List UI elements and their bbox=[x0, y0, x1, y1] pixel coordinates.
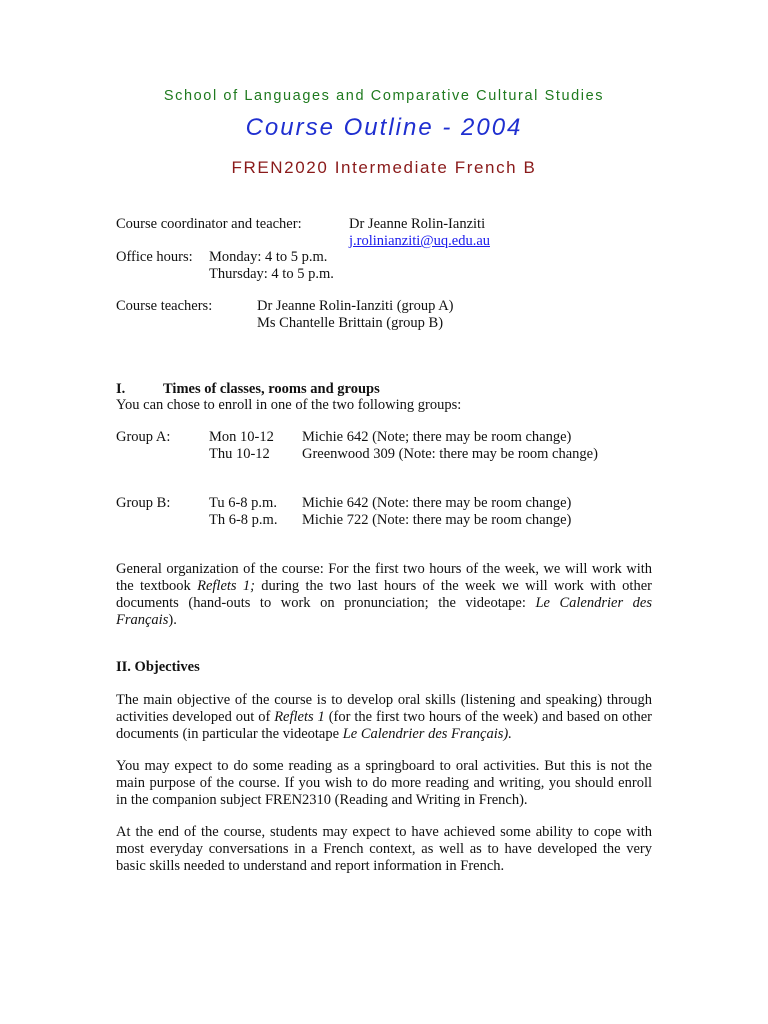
textbook-title: Reflets 1 bbox=[274, 709, 325, 725]
objectives-paragraph-1 bbox=[116, 692, 652, 743]
objectives-paragraph-3: At the end of the course, students may expect to have achieved some ability to cope with most everyday conversations in a French context, as well as to have developed the very basic skills needed to understand and report information in French. bbox=[116, 824, 652, 874]
section-1-number: I. bbox=[116, 381, 126, 397]
coordinator-name: Dr Jeanne Rolin-Ianziti bbox=[349, 216, 486, 232]
objectives-text: (for the first two hours of the week) and based on other documents (in particular the videotape bbox=[116, 709, 652, 742]
teacher-group-b: Ms Chantelle Brittain (group B) bbox=[257, 315, 444, 331]
group-b-room: Michie 722 (Note: there may be room change) bbox=[302, 512, 572, 528]
office-hours-label: Office hours: bbox=[116, 249, 193, 265]
general-org-text: ). bbox=[168, 612, 177, 628]
teachers-label: Course teachers: bbox=[116, 298, 213, 314]
group-b-room: Michie 642 (Note: there may be room change) bbox=[302, 495, 572, 511]
group-a-label: Group A: bbox=[116, 429, 171, 445]
objectives-text: The main objective of the course is to develop oral skills (listening and speaking) through activities developed out of bbox=[116, 692, 652, 725]
school-name: School of Languages and Comparative Cultural Studies bbox=[163, 88, 605, 104]
section-1-heading: Times of classes, rooms and groups bbox=[163, 381, 380, 397]
group-a-time: Mon 10-12 bbox=[209, 429, 274, 445]
general-org-text: General organization of the course: For the first two hours of the week, we will work with the textbook bbox=[116, 561, 652, 594]
document-title: Course Outline - 2004 bbox=[245, 114, 523, 141]
videotape-title: Le Calendrier des Français). bbox=[342, 726, 512, 742]
office-hours-thursday: Thursday: 4 to 5 p.m. bbox=[209, 266, 334, 282]
office-hours-monday: Monday: 4 to 5 p.m. bbox=[209, 249, 328, 265]
videotape-title: Le Calendrier des Français bbox=[116, 595, 652, 628]
teacher-group-a: Dr Jeanne Rolin-Ianziti (group A) bbox=[257, 298, 454, 314]
group-b-time: Tu 6-8 p.m. bbox=[209, 495, 277, 511]
group-a-time: Thu 10-12 bbox=[209, 446, 270, 462]
group-b-label: Group B: bbox=[116, 495, 171, 511]
textbook-title: Reflets 1; bbox=[197, 578, 255, 594]
coordinator-email-link[interactable]: j.rolinianziti@uq.edu.au bbox=[349, 233, 490, 249]
group-b-time: Th 6-8 p.m. bbox=[209, 512, 278, 528]
section-2-heading: II. Objectives bbox=[116, 659, 200, 675]
coordinator-label: Course coordinator and teacher: bbox=[116, 216, 302, 232]
objectives-paragraph-2: You may expect to do some reading as a springboard to oral activities. But this is not the main purpose of the course. If you wish to do more reading and writing, you should enroll in the companion subject FREN2310 (Reading and Writing in French). bbox=[116, 758, 652, 808]
course-title: FREN2020 Intermediate French B bbox=[231, 158, 537, 177]
general-organization-paragraph bbox=[116, 561, 652, 629]
general-org-text: during the two last hours of the week we will work with other documents (hand-outs to work on pronunciation; the videotape: bbox=[116, 578, 652, 611]
group-a-room: Michie 642 (Note; there may be room change) bbox=[302, 429, 572, 445]
section-1-intro: You can chose to enroll in one of the two following groups: bbox=[116, 397, 462, 413]
group-a-room: Greenwood 309 (Note: there may be room change) bbox=[302, 446, 598, 462]
